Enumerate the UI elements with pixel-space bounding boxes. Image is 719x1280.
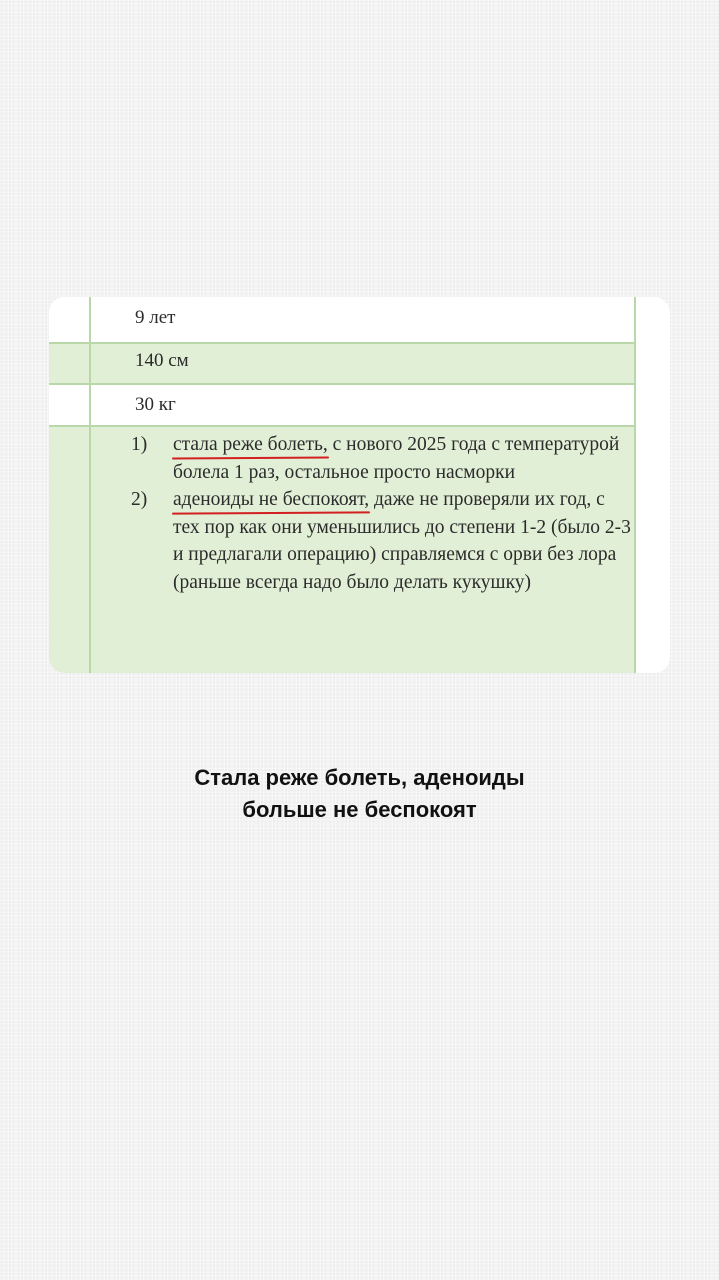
- list-item: [131, 486, 631, 596]
- note-text: с нового 2025 года с температурой болела 1 раз, остальное просто насморки: [173, 434, 620, 483]
- underlined-text: стала реже болеть,: [173, 434, 328, 455]
- height-value: 140 см: [135, 350, 189, 371]
- notes-list: [131, 431, 631, 596]
- table-cell-label: [49, 344, 89, 383]
- age-value: 9 лет: [135, 307, 176, 328]
- table-cell-label: [49, 385, 89, 425]
- table-cell-value: [89, 344, 636, 383]
- patient-table: [49, 297, 636, 673]
- list-number: 1): [131, 434, 148, 455]
- list-number: 2): [131, 489, 148, 510]
- screenshot-card: [49, 297, 670, 673]
- table-row-weight: [49, 383, 636, 425]
- list-item: [131, 431, 631, 486]
- weight-value: 30 кг: [135, 394, 176, 415]
- table-row-age: [49, 297, 636, 342]
- table-row-height: [49, 342, 636, 383]
- table-cell-label: [49, 297, 89, 342]
- table-cell-value: [89, 385, 636, 425]
- underlined-text: аденоиды не беспокоят,: [173, 489, 370, 510]
- caption-line-1: Стала реже болеть, аденоиды: [194, 765, 525, 790]
- table-cell-value: [89, 297, 636, 342]
- story-caption: [0, 762, 719, 826]
- caption-line-2: больше не беспокоят: [242, 797, 477, 822]
- note-text: даже не проверяли их год, с тех пор как они уменьшились до степени 1-2 (было 2-3 и предлагали операцию) справляемся с орви без лора (раньше всегда надо было делать кукушку): [173, 489, 631, 593]
- table-cell-label: [49, 427, 89, 673]
- table-row-notes: [49, 425, 636, 673]
